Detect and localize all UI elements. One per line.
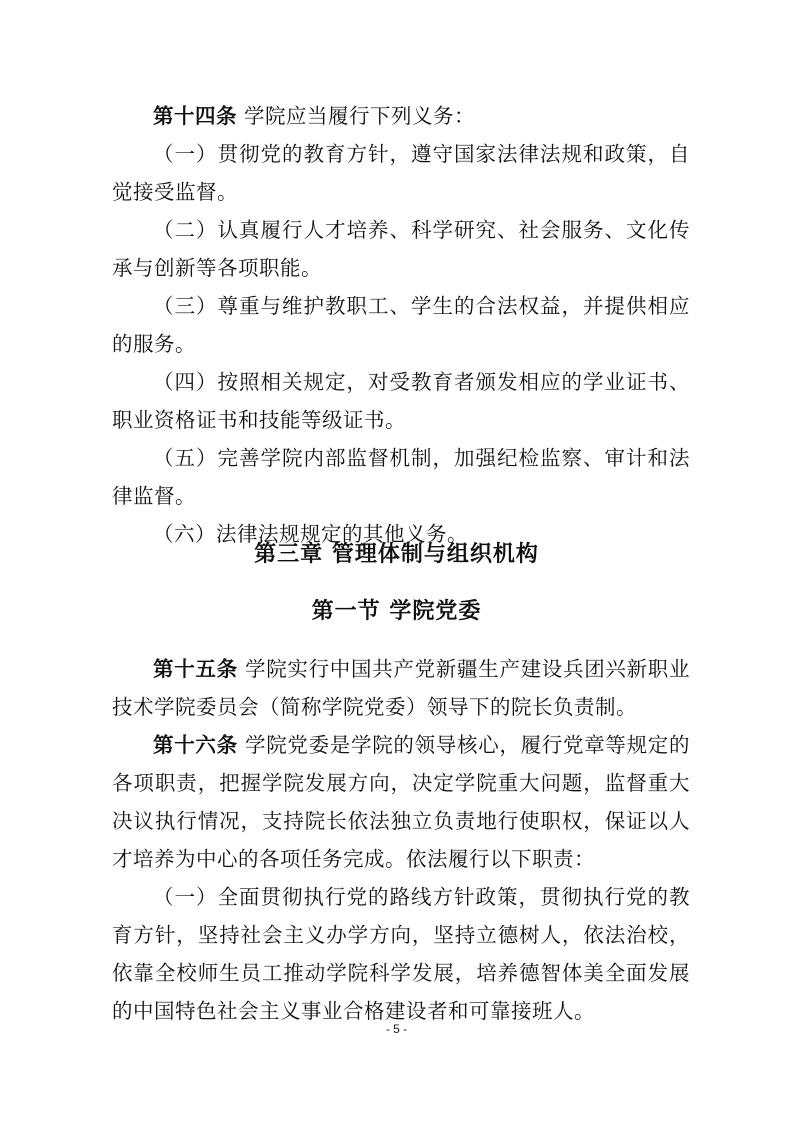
article-16: 第十六条 学院党委是学院的领导核心，履行党章等规定的各项职责，把握学院发展方向，决定学院重大问题，监督重大决议执行情况，支持院长依法独立负责地行使职权，保证以人才培养为中心的各项任务完成。依法履行以下职责： [112,733,690,871]
page-number: - 5 - [385,1022,408,1036]
section-title: 第一节 学院党委 [311,599,482,624]
article-15-heading: 第十五条 [153,657,238,681]
article-14-heading: 第十四条 [153,104,237,128]
articles-15-16 [112,650,690,1030]
article-14-intro: 第十四条 学院应当履行下列义务： [153,104,476,128]
article-14-item-2: （二）认真履行人才培养、科学研究、社会服务、文化传承与创新等各项职能。 [112,218,690,280]
article-14-item-1: （一）贯彻党的教育方针，遵守国家法律法规和政策，自觉接受监督。 [112,142,690,204]
article-14-item-4: （四）按照相关规定，对受教育者颁发相应的学业证书、职业资格证书和技能等级证书。 [112,370,690,432]
chapter-title: 第三章 管理体制与组织机构 [254,542,539,567]
article-16-heading: 第十六条 [153,733,238,757]
article-16-item-1: （一）全面贯彻执行党的路线方针政策，贯彻执行党的教育方针，坚持社会主义办学方向，坚持立德树人，依法治校，依靠全校师生员工推动学院科学发展，培养德智体美全面发展的中国特色社会主义事业合格建设者和可靠接班人。 [112,885,690,1023]
article-14-item-3: （三）尊重与维护教职工、学生的合法权益，并提供相应的服务。 [112,294,690,356]
article-14 [112,97,690,553]
article-15: 第十五条 学院实行中国共产党新疆生产建设兵团兴新职业技术学院委员会（简称学院党委）领导下的院长负责制。 [112,657,690,719]
article-14-item-6: （六）法律法规规定的其他义务。 [153,522,468,546]
article-14-item-5: （五）完善学院内部监督机制，加强纪检监察、审计和法律监督。 [112,446,690,508]
